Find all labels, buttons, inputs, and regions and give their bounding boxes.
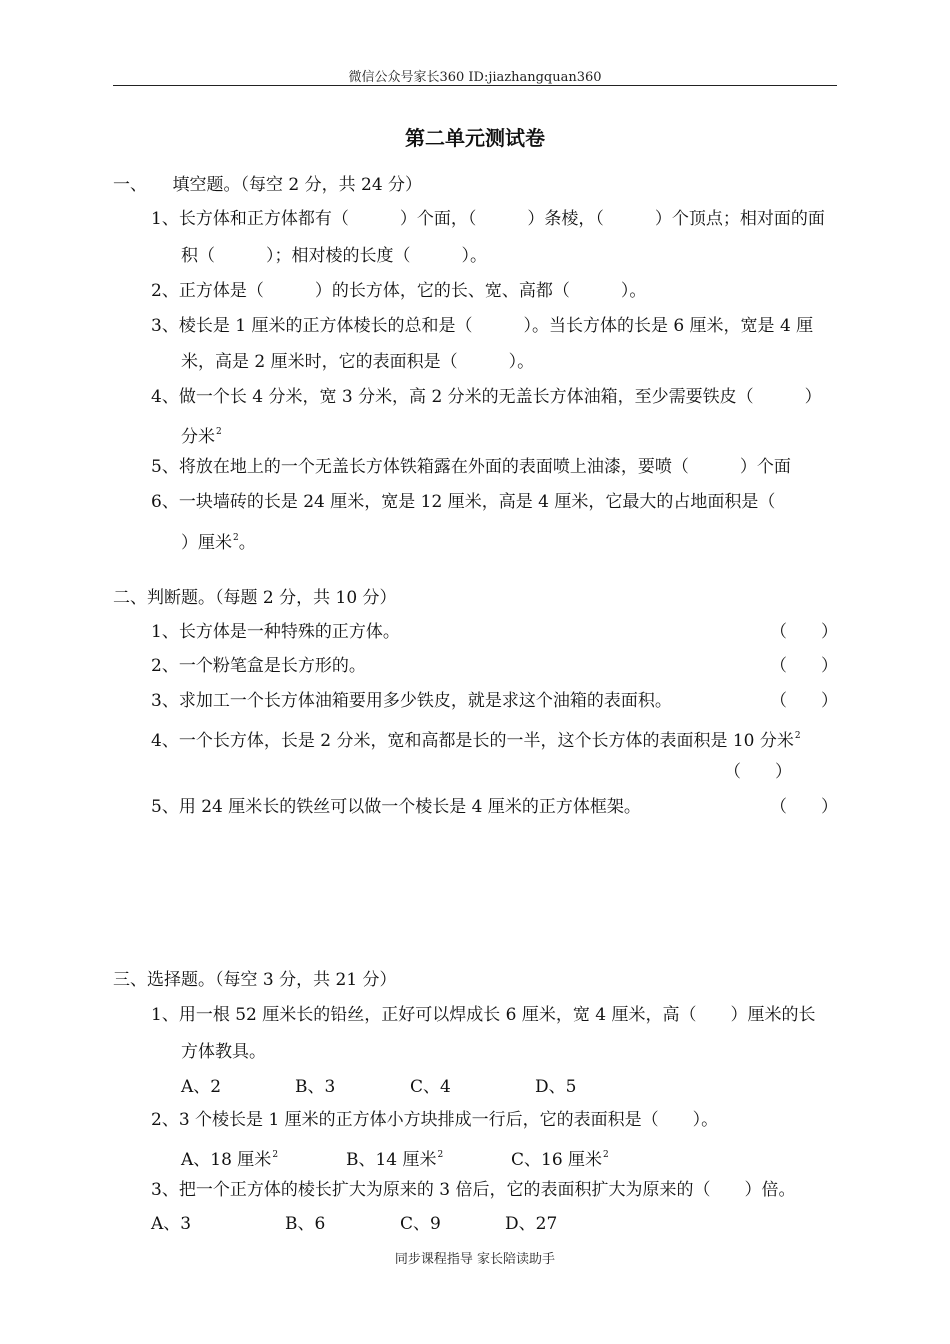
s3-q2-option[interactable]	[181, 1143, 278, 1172]
section2-heading: 二、判断题。（每题 2 分，共 10 分）	[113, 588, 397, 608]
superscript: 2	[603, 1150, 609, 1160]
s3-q1-option[interactable]: D、5	[535, 1077, 577, 1097]
s1-q4-line2	[181, 420, 222, 449]
s3-q1-line1: 1、用一根 52 厘米长的铅丝，正好可以焊成长 6 厘米，宽 4 厘米，高（ ）厘米的长	[151, 1005, 816, 1025]
s3-q3-option[interactable]: C、9	[400, 1214, 441, 1234]
s2-q4	[151, 724, 801, 753]
s1-q6-line2	[181, 526, 256, 555]
s1-q1-line2: 积（ ）；相对棱的长度（ ）。	[181, 246, 487, 266]
superscript: 2	[794, 731, 801, 741]
s1-q4-unit: 分米	[181, 427, 215, 447]
superscript: 2	[233, 533, 239, 543]
page-footer: 同步课程指导 家长陪读助手	[394, 1252, 556, 1267]
s3-q3-option[interactable]: B、6	[285, 1214, 326, 1234]
s3-q1-option[interactable]: A、2	[181, 1077, 222, 1097]
header-rule	[113, 85, 837, 86]
s3-q1-option[interactable]: C、4	[410, 1077, 451, 1097]
s3-q2-option[interactable]	[346, 1143, 443, 1172]
s3-q2-option-text: A、18 厘米	[181, 1150, 272, 1170]
s3-q2: 2、3 个棱长是 1 厘米的正方体小方块排成一行后，它的表面积是（ ）。	[151, 1110, 719, 1130]
superscript: 2	[272, 1150, 279, 1160]
page-title: 第二单元测试卷	[405, 126, 545, 150]
s3-q1-option[interactable]: B、3	[295, 1077, 336, 1097]
s2-q4-text: 4、一个长方体，长是 2 分米，宽和高都是长的一半，这个长方体的表面积是 10 分米	[151, 731, 794, 751]
s2-q3: 3、求加工一个长方体油箱要用多少铁皮，就是求这个油箱的表面积。	[151, 691, 672, 711]
section3-heading: 三、选择题。（每空 3 分，共 21 分）	[113, 970, 397, 990]
s2-q2-answer-bracket[interactable]: （ ）	[770, 656, 838, 676]
s1-q1-line1: 1、长方体和正方体都有（ ）个面，（ ）条棱，（ ）个顶点；相对面的面	[151, 209, 825, 229]
s2-q4-answer-bracket[interactable]: （ ）	[724, 762, 792, 782]
superscript: 2	[437, 1150, 444, 1160]
s1-q3-line1: 3、棱长是 1 厘米的正方体棱长的总和是（ ）。当长方体的长是 6 厘米，宽是 4 厘	[151, 316, 814, 336]
s1-q6-line1: 6、一块墙砖的长是 24 厘米，宽是 12 厘米，高是 4 厘米，它最大的占地面积是（	[151, 492, 776, 512]
s1-q2: 2、正方体是（ ）的长方体，它的长、宽、高都（ ）。	[151, 281, 647, 301]
s1-q4-line1: 4、做一个长 4 分米，宽 3 分米，高 2 分米的无盖长方体油箱，至少需要铁皮（ ）	[151, 387, 822, 407]
s3-q2-option-text: C、16 厘米	[511, 1150, 603, 1170]
superscript: 2	[216, 427, 222, 437]
s2-q1: 1、长方体是一种特殊的正方体。	[151, 622, 400, 642]
page-header: 微信公众号家长360 ID:jiazhangquan360	[348, 70, 602, 85]
s2-q3-answer-bracket[interactable]: （ ）	[770, 691, 838, 711]
s3-q2-option[interactable]	[511, 1143, 609, 1172]
s3-q3: 3、把一个正方体的棱长扩大为原来的 3 倍后，它的表面积扩大为原来的（ ）倍。	[151, 1180, 796, 1200]
s2-q5-answer-bracket[interactable]: （ ）	[770, 797, 838, 817]
s3-q3-option[interactable]: A、3	[151, 1214, 192, 1234]
s1-q6-end: 。	[238, 533, 256, 553]
s3-q3-option[interactable]: D、27	[505, 1214, 558, 1234]
s2-q1-answer-bracket[interactable]: （ ）	[770, 622, 838, 642]
s2-q2: 2、一个粉笔盒是长方形的。	[151, 656, 366, 676]
section1-heading: 一、 填空题。（每空 2 分，共 24 分）	[113, 175, 423, 195]
s3-q1-line2: 方体教具。	[181, 1042, 266, 1062]
s1-q3-line2: 米，高是 2 厘米时，它的表面积是（ ）。	[181, 352, 535, 372]
s1-q5: 5、将放在地上的一个无盖长方体铁箱露在外面的表面喷上油漆，要喷（ ）个面	[151, 457, 791, 477]
s1-q6-unit: ）厘米	[181, 533, 232, 553]
s2-q5: 5、用 24 厘米长的铁丝可以做一个棱长是 4 厘米的正方体框架。	[151, 797, 641, 817]
s3-q2-option-text: B、14 厘米	[346, 1150, 437, 1170]
